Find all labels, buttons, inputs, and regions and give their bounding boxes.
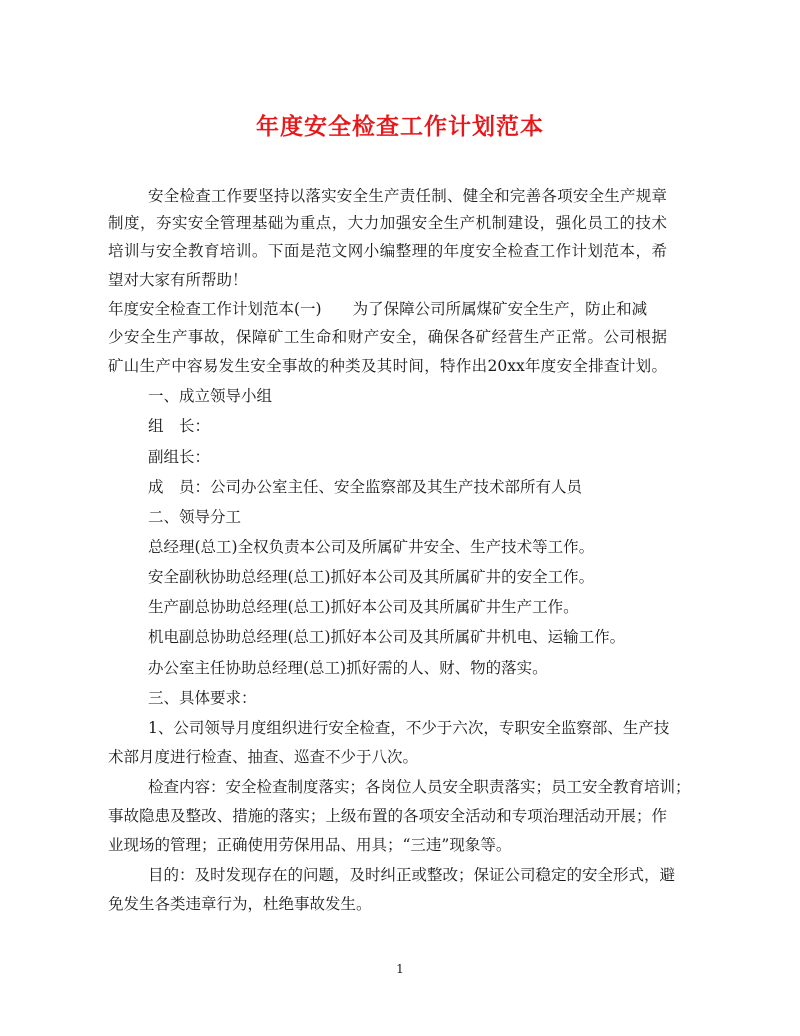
body-line: 望对大家有所帮助！	[108, 271, 248, 289]
body-line: 安全副秋协助总经理(总工)抓好本公司及其所属矿井的安全工作。	[148, 568, 595, 586]
body-line: 年度安全检查工作计划范本(一) 为了保障公司所属煤矿安全生产，防止和减	[108, 300, 648, 318]
section-heading: 三、具体要求：	[148, 689, 257, 707]
body-line: 培训与安全教育培训。下面是范文网小编整理的年度安全检查工作计划范本，希	[108, 242, 667, 260]
body-line: 检查内容：安全检查制度落实；各岗位人员安全职责落实；员工安全教育培训；	[148, 778, 691, 796]
body-line: 组 长：	[148, 417, 211, 435]
body-line: 安全检查工作要坚持以落实安全生产责任制、健全和完善各项安全生产规章	[148, 187, 667, 205]
body-line: 1、公司领导月度组织进行安全检查，不少于六次，专职安全监察部、生产技	[148, 719, 670, 737]
body-line: 术部月度进行检查、抽查、巡查不少于八次。	[108, 748, 419, 766]
section-heading: 一、成立领导小组	[148, 387, 273, 405]
body-line: 成 员：公司办公室主任、安全监察部及其生产技术部所有人员	[148, 478, 583, 496]
body-line: 业现场的管理；正确使用劳保用品、用具；“三违”现象等。	[108, 836, 512, 854]
body-line: 矿山生产中容易发生安全事故的种类及其时间，特作出20xx年度安全排查计划。	[108, 357, 667, 375]
body-line: 目的：及时发现存在的问题，及时纠正或整改；保证公司稳定的安全形式，避	[148, 866, 676, 884]
body-line: 副组长：	[148, 448, 211, 466]
body-line: 机电副总协助总经理(总工)抓好本公司及其所属矿井机电、运输工作。	[148, 628, 626, 646]
body-line: 制度，夯实安全管理基础为重点，大力加强安全生产机制建设，强化员工的技术	[108, 214, 667, 232]
body-line: 办公室主任协助总经理(总工)抓好需的人、财、物的落实。	[148, 659, 548, 677]
body-line: 事故隐患及整改、措施的落实；上级布置的各项安全活动和专项治理活动开展；作	[108, 807, 667, 825]
page-number: 1	[396, 962, 404, 976]
section-heading: 二、领导分工	[148, 508, 242, 526]
body-line: 总经理(总工)全权负责本公司及所属矿井安全、生产技术等工作。	[148, 538, 595, 556]
body-line: 少安全生产事故，保障矿工生命和财产安全，确保各矿经营生产正常。公司根据	[108, 328, 667, 346]
body-line: 生产副总协助总经理(总工)抓好本公司及其所属矿井生产工作。	[148, 598, 579, 616]
document-title: 年度安全检查工作计划范本	[256, 113, 544, 140]
body-line: 免发生各类违章行为，杜绝事故发生。	[108, 895, 372, 913]
